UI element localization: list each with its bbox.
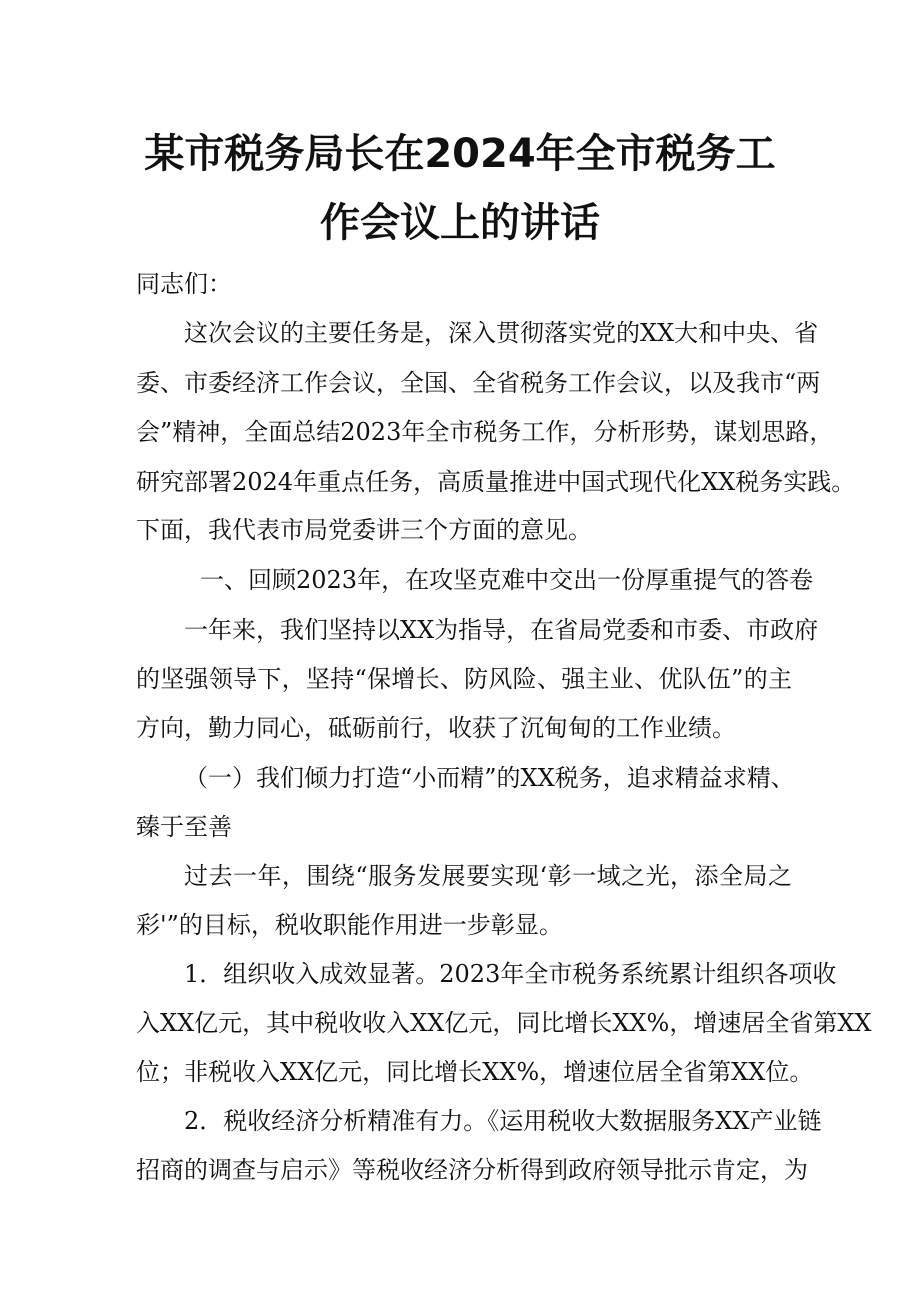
paragraph-2-line-3: 方向，勤力同心，砥砺前行，收获了沉甸甸的工作业绩。 xyxy=(136,714,736,742)
paragraph-1-line-5: 下面，我代表市局党委讲三个方面的意见。 xyxy=(136,516,592,544)
subsection-1-heading-line-2: 臻于至善 xyxy=(136,813,232,841)
paragraph-2-line-1: 一年来，我们坚持以XX为指导，在省局党委和市委、市政府 xyxy=(184,616,819,644)
paragraph-1-line-1: 这次会议的主要任务是，深入贯彻落实党的XX大和中央、省 xyxy=(184,319,819,347)
item-2-line-1: 2．税收经济分析精准有力。《运用税收大数据服务XX产业链 xyxy=(184,1107,822,1135)
item-2-line-2: 招商的调查与启示》等税收经济分析得到政府领导批示肯定，为 xyxy=(136,1156,808,1184)
item-1-line-1: 1．组织收入成效显著。2023年全市税务系统累计组织各项收 xyxy=(184,960,837,988)
paragraph-1-line-3: 会”精神，全面总结2023年全市税务工作，分析形势，谋划思路， xyxy=(136,418,834,446)
item-1-line-3: 位；非税收入XX亿元，同比增长XX%，增速位居全省第XX位。 xyxy=(136,1058,814,1086)
item-1-line-2: 入XX亿元，其中税收收入XX亿元，同比增长XX%，增速居全省第XX xyxy=(136,1009,872,1037)
document-title-line-1: 某市税务局长在2024年全市税务工 xyxy=(144,131,776,177)
paragraph-1-line-4: 研究部署2024年重点任务，高质量推进中国式现代化XX税务实践。 xyxy=(136,468,856,496)
document-title-line-2: 作会议上的讲话 xyxy=(320,200,600,246)
subsection-1-heading-line-1: （一）我们倾力打造“小而精”的XX税务，追求精益求精、 xyxy=(184,764,795,792)
salutation: 同志们： xyxy=(136,270,232,298)
section-1-heading: 一、回顾2023年，在攻坚克难中交出一份厚重提气的答卷 xyxy=(200,566,814,594)
paragraph-2-line-2: 的坚强领导下，坚持“保增长、防风险、强主业、优队伍”的主 xyxy=(136,665,792,693)
paragraph-3-line-2: 彩'”的目标，税收职能作用进一步彰显。 xyxy=(136,911,563,939)
paragraph-1-line-2: 委、市委经济工作会议，全国、全省税务工作会议，以及我市“两 xyxy=(136,369,821,397)
paragraph-3-line-1: 过去一年，围绕“服务发展要实现‘彰一域之光，添全局之 xyxy=(184,862,792,890)
